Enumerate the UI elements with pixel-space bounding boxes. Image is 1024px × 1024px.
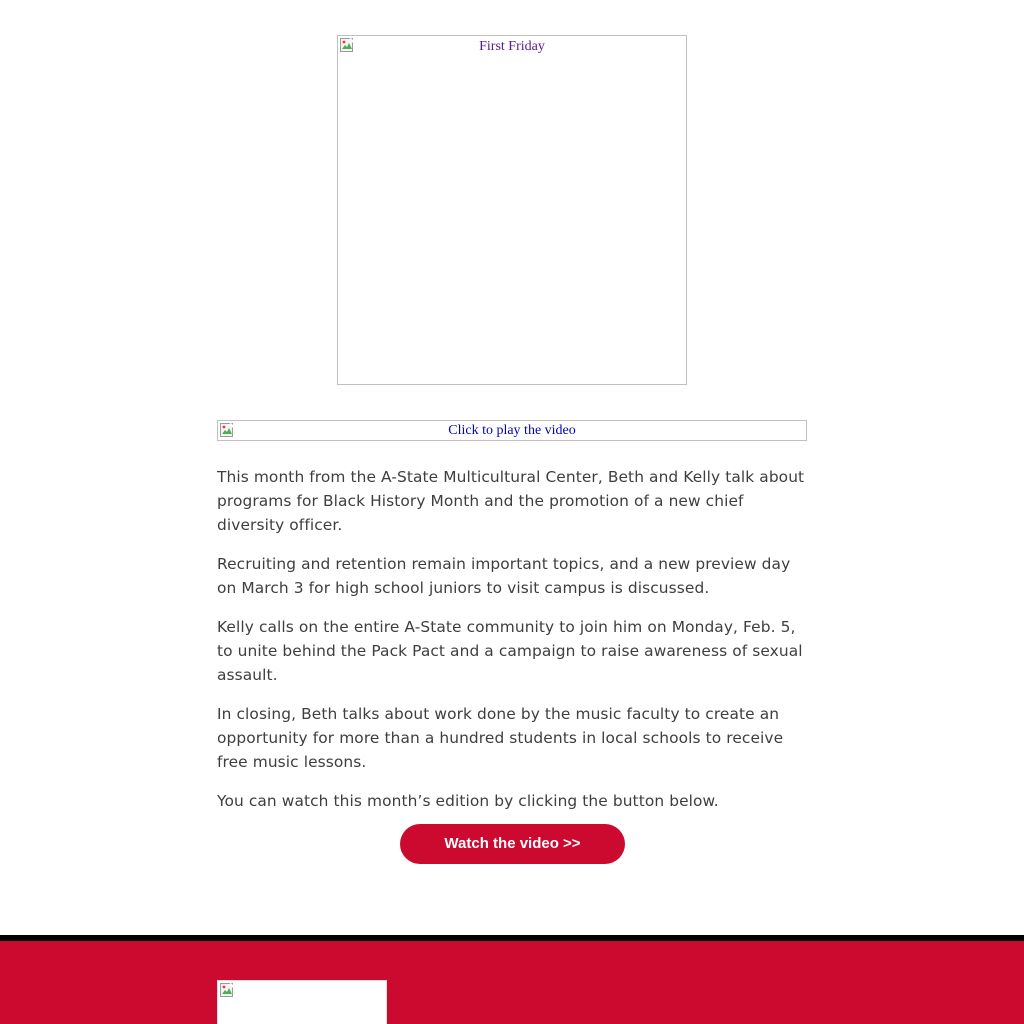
article-paragraph: Kelly calls on the entire A-State community to join him on Monday, Feb. 5, to unite behind the Pack Pact and a campaign to raise awareness of sexual assault. (217, 618, 803, 684)
article-body (217, 465, 809, 828)
play-video-image-link[interactable] (217, 420, 807, 441)
first-friday-alt-text: First Friday (479, 39, 545, 54)
watch-video-button[interactable]: Watch the video >> (400, 824, 625, 864)
article-paragraph: You can watch this month’s edition by clicking the button below. (217, 792, 719, 810)
first-friday-image (337, 35, 687, 385)
play-video-alt-text: Click to play the video (448, 423, 576, 438)
article-paragraph: This month from the A-State Multicultural Center, Beth and Kelly talk about programs for Black History Month and the promotion of a new chief diversity officer. (217, 468, 805, 534)
footer-logo-image (217, 980, 387, 1024)
broken-image-icon (219, 982, 235, 998)
article-paragraph: In closing, Beth talks about work done by the music faculty to create an opportunity for more than a hundred students in local schools to receive free music lessons. (217, 705, 784, 771)
article-paragraph: Recruiting and retention remain important topics, and a new preview day on March 3 for high school juniors to visit campus is discussed. (217, 555, 791, 597)
footer (0, 941, 1024, 1024)
